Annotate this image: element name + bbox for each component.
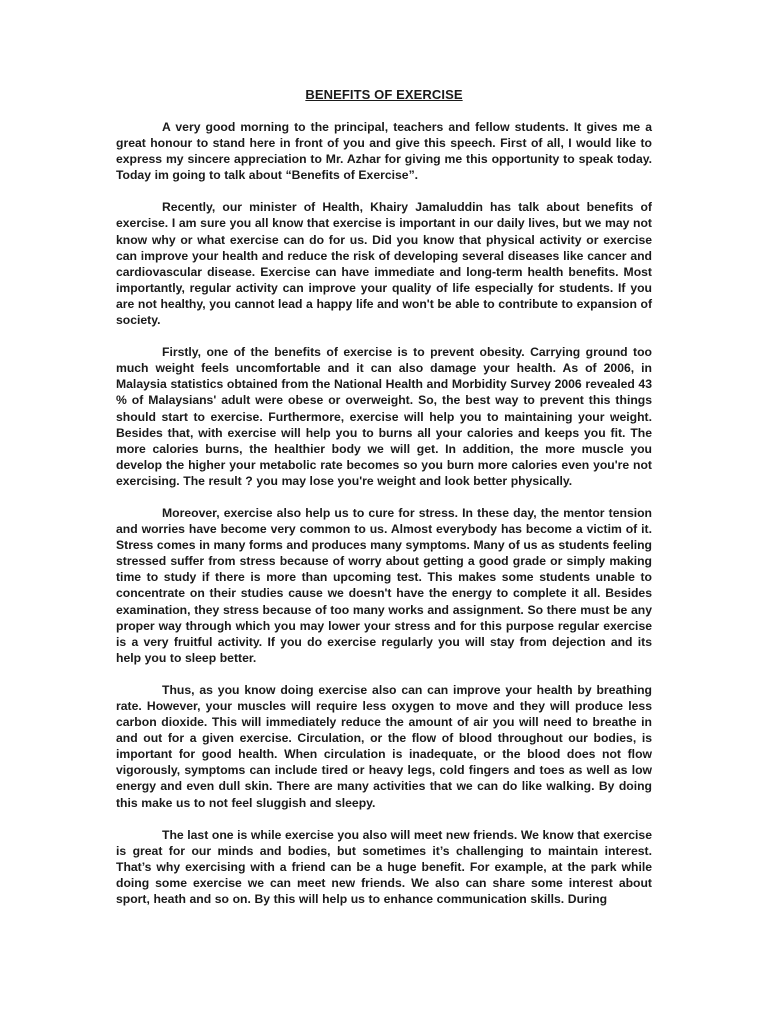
- document-page: [116, 86, 652, 923]
- paragraph-breathing: Thus, as you know doing exercise also can can improve your health by breathing rate. However, your muscles will require less oxygen to move and they will produce less carbon dioxide. This will immediately reduce the amount of air you will need to breathe in and out for a given exercise. Circulation, or the flow of blood throughout our bodies, is important for good health. When circulation is inadequate, or the blood does not flow vigorously, symptoms can include tired or heavy legs, cold fingers and toes as well as low energy and even dull skin. There are many activities that we can do like walking. By doing this make us to not feel sluggish and sleepy.: [116, 682, 652, 810]
- paragraph-greeting: A very good morning to the principal, teachers and fellow students. It gives me a great honour to stand here in front of you and give this speech. First of all, I would like to express my sincere appreciation to Mr. Azhar for giving me this opportunity to speak today. Today im going to talk about “Benefits of Exercise”.: [116, 120, 652, 183]
- paragraph-obesity: Firstly, one of the benefits of exercise is to prevent obesity. Carrying ground too much weight feels uncomfortable and it can also damage your health. As of 2006, in Malaysia statistics obtained from the National Health and Morbidity Survey 2006 revealed 43 % of Malaysians' adult were obese or overweight. So, the best way to prevent this things should start to exercise. Furthermore, exercise will help you to maintaining your weight. Besides that, with exercise will help you to burns all your calories and keeps you fit. The more calories burns, the healthier body we will get. In addition, the more muscle you develop the higher your metabolic rate becomes so you burn more calories even you're not exercising. The result ? you may lose you're weight and look better physically.: [116, 345, 652, 488]
- paragraph-friends: The last one is while exercise you also will meet new friends. We know that exercise is great for our minds and bodies, but sometimes it’s challenging to maintain interest. That’s why exercising with a friend can be a huge benefit. For example, at the park while doing some exercise we can meet new friends. We also can share some interest about sport, heath and so on. By this will help us to enhance communication skills. During: [116, 827, 652, 907]
- paragraph-stress: Moreover, exercise also help us to cure for stress. In these day, the mentor tension and worries have become very common to us. Almost everybody has become a victim of it. Stress comes in many forms and produces many symptoms. Many of us as students feeling stressed suffer from stress because of worry about getting a good grade or simply making time to study if there is more than upcoming test. This makes some students unable to concentrate on their studies cause we doesn't have the energy to complete it all. Besides examination, they stress because of too many works and assignment. So there must be any proper way through which you may lower your stress and for this purpose regular exercise is a very fruitful activity. If you do exercise regularly you will stay from dejection and its help you to sleep better.: [116, 505, 652, 665]
- paragraph-introduction: Recently, our minister of Health, Khairy Jamaluddin has talk about benefits of exercise. I am sure you all know that exercise is important in our daily lives, but we may not know why or what exercise can do for us. Did you know that physical activity or exercise can improve your health and reduce the risk of developing several diseases like cancer and cardiovascular disease. Exercise can have immediate and long-term health benefits. Most importantly, regular activity can improve your quality of life especially for students. If you are not healthy, you cannot lead a happy life and won't be able to contribute to expansion of society.: [116, 200, 652, 328]
- document-title: BENEFITS OF EXERCISE: [305, 87, 463, 102]
